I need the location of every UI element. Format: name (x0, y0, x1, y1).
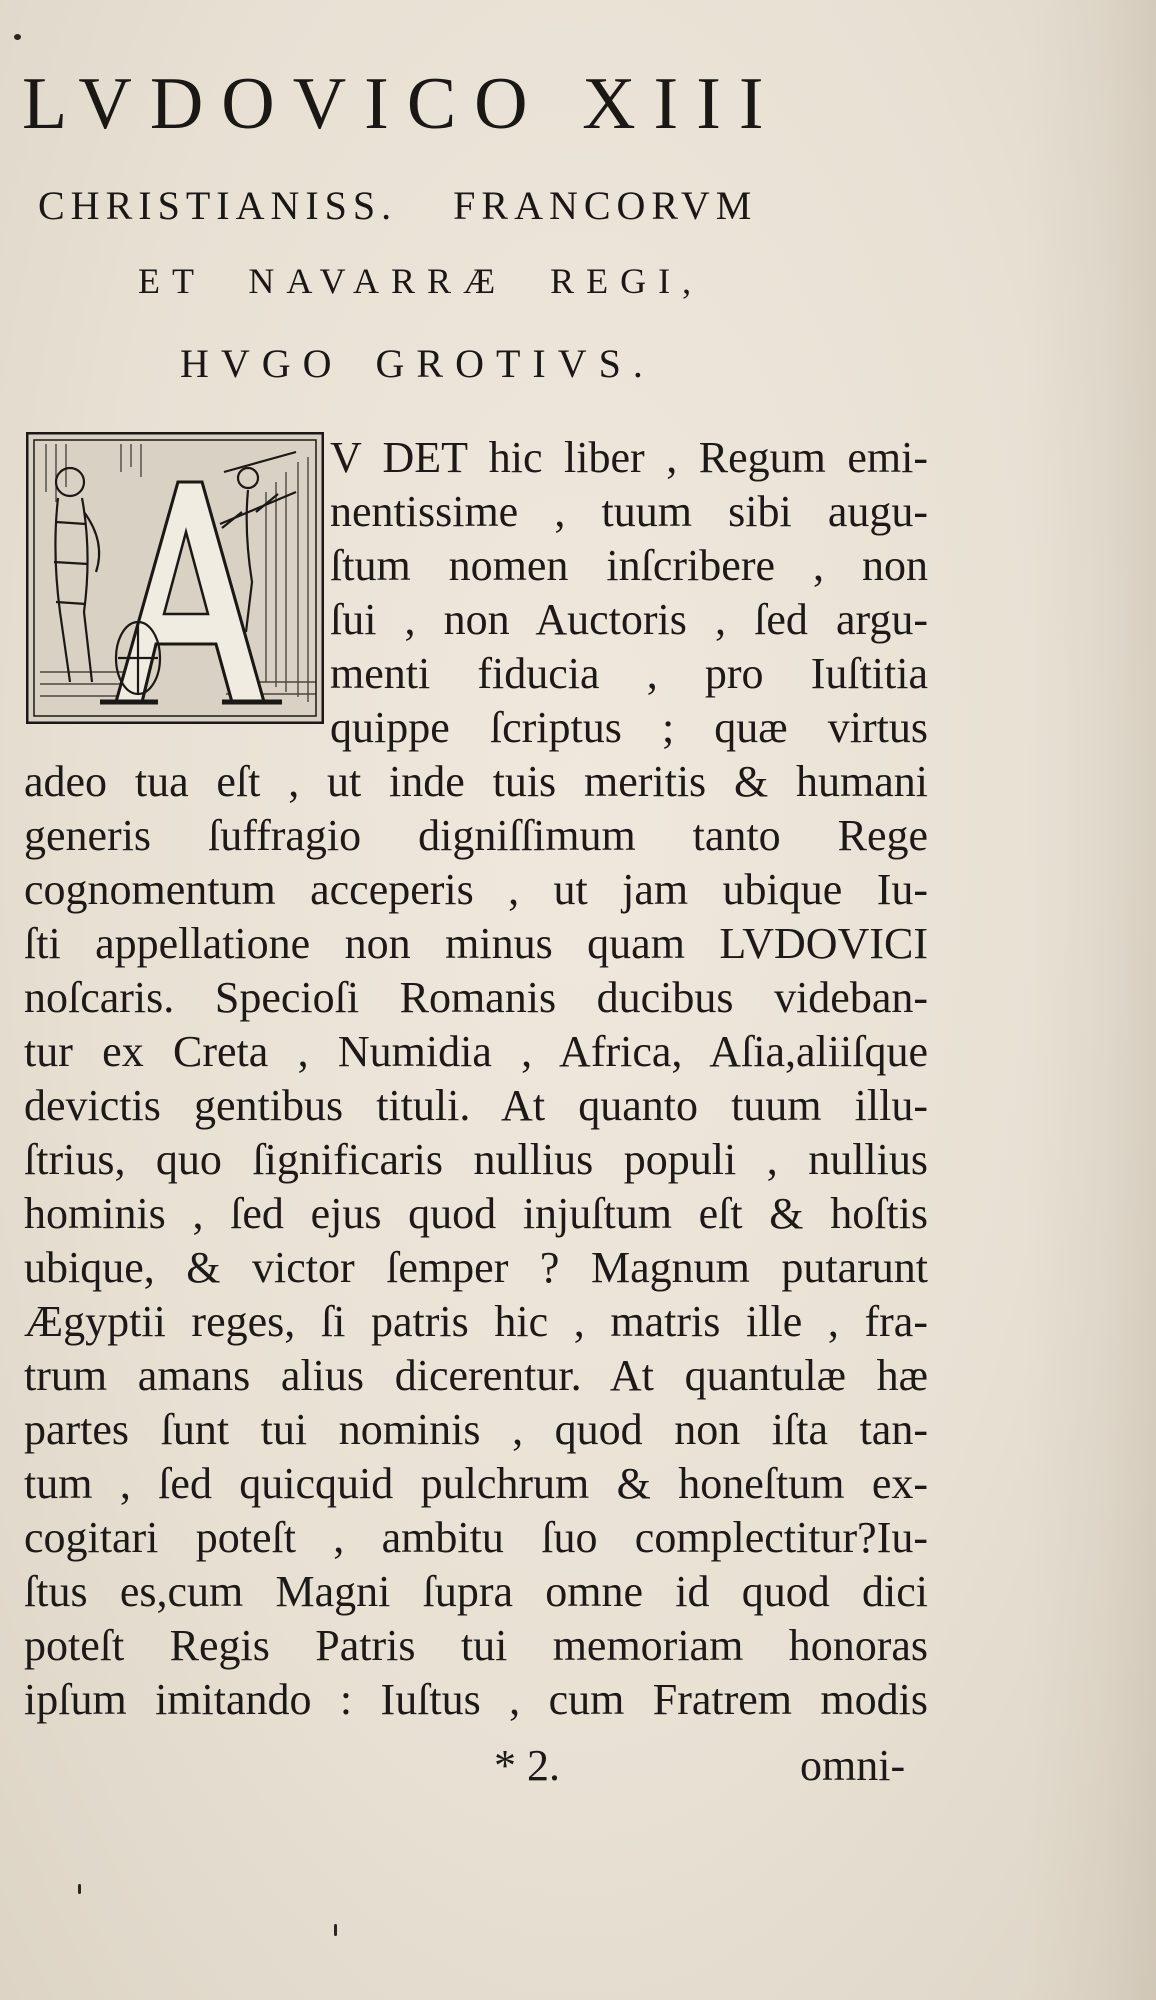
text-line: ſtum nomen inſcribere , non (330, 541, 928, 590)
ink-speck (78, 1884, 81, 1894)
heading-line-3: ET NAVARRÆ REGI, (138, 261, 704, 301)
text-line: ſtus es,cum Magni ſupra omne id quod dici (24, 1567, 928, 1616)
text-line: tum , ſed quicquid pulchrum & honeſtum ex- (24, 1459, 928, 1508)
text-line: trum amans alius dicerentur. At quantulæ hæ (24, 1351, 928, 1400)
text-line: ſti appellatione non minus quam LVDOVICI (24, 919, 928, 968)
page-edge-shading (1026, 0, 1156, 2000)
text-line: ubique, & victor ſemper ? Magnum putarunt (24, 1243, 928, 1292)
catchword: omni- (800, 1741, 906, 1790)
text-line: V DET hic liber , Regum emi- (330, 433, 928, 482)
ink-speck (334, 1924, 337, 1936)
text-line: partes ſunt tui nominis , quod non iſta tan- (24, 1405, 928, 1454)
text-line: devictis gentibus tituli. At quanto tuum illu- (24, 1081, 928, 1130)
text-line: Ægyptii reges, ſi patris hic , matris ille , fra- (24, 1297, 928, 1346)
text-line: cognomentum acceperis , ut jam ubique Iu- (24, 865, 928, 914)
woodcut-initial-A-icon (26, 432, 324, 724)
text-line: poteſt Regis Patris tui memoriam honoras (24, 1621, 928, 1670)
text-line: tur ex Creta , Numidia , Africa, Aſia,aliiſque (24, 1027, 928, 1076)
ink-speck (14, 34, 21, 40)
heading-line-4: HVGO GROTIVS. (180, 341, 655, 386)
text-line: ſui , non Auctoris , ſed argu- (330, 595, 928, 644)
text-line: quippe ſcriptus ; quæ virtus (330, 703, 928, 752)
text-line: cogitari poteſt , ambitu ſuo complectitur?Iu- (24, 1513, 928, 1562)
text-line: menti fiducia , pro Iuſtitia (330, 649, 928, 698)
text-line: nentissime , tuum sibi augu- (330, 487, 928, 536)
text-line: adeo tua eſt , ut inde tuis meritis & humani (24, 757, 928, 806)
heading-line-2: CHRISTIANISS. FRANCORVM (38, 183, 758, 228)
text-line: hominis , ſed ejus quod injuſtum eſt & hoſtis (24, 1189, 928, 1238)
text-line: ſtrius, quo ſignificaris nullius populi , nullius (24, 1135, 928, 1184)
text-line: generis ſuffragio digniſſimum tanto Rege (24, 811, 928, 860)
signature-mark: * 2. (494, 1741, 560, 1790)
heading-line-1: LVDOVICO XIII (22, 63, 782, 145)
text-line: noſcaris. Specioſi Romanis ducibus videban- (24, 973, 928, 1022)
text-line: ipſum imitando : Iuſtus , cum Fratrem modis (24, 1675, 928, 1724)
